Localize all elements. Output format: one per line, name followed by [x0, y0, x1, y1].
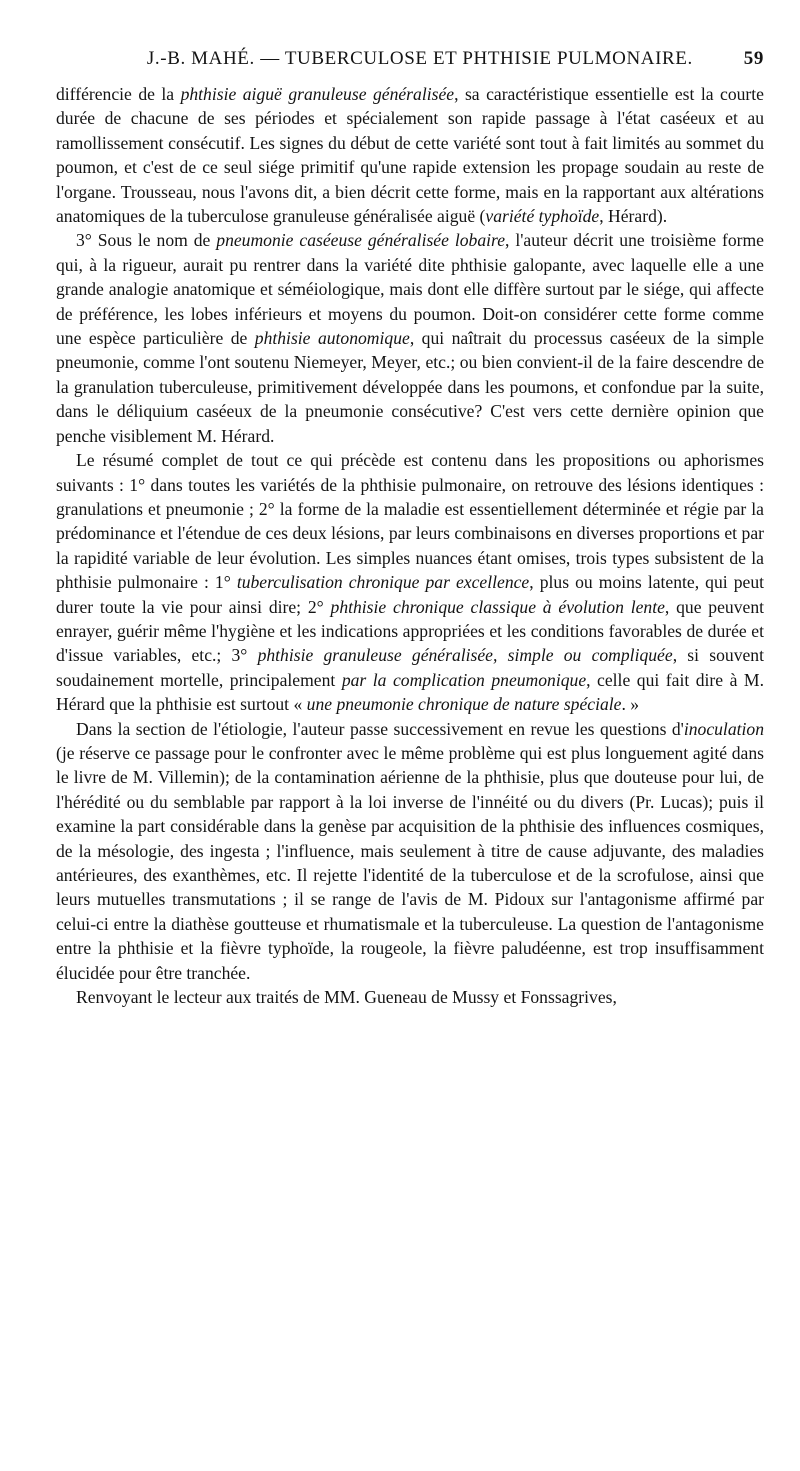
- running-head: [56, 48, 764, 74]
- italic-text: tuberculisation chronique par excellence: [236, 572, 530, 593]
- italic-text: phthisie aiguë granuleuse généralisée: [180, 84, 455, 104]
- text-run: . »: [621, 694, 640, 715]
- text-run: , que peuvent enrayer, guérir même l'hygiène et les indications appropriées et les conditions favorables de durée et d'issue variables, etc.; 3°: [56, 596, 765, 666]
- italic-text: phthisie autonomique: [254, 328, 410, 349]
- text-run: Dans la section de l'étiologie, l'auteur passe successivement en revue les questions d': [76, 718, 684, 739]
- paragraph: [56, 985, 764, 1009]
- text-run: différencie de la: [56, 84, 181, 104]
- text-run: , Hérard).: [599, 206, 668, 227]
- paragraph: [56, 448, 764, 716]
- italic-text: inoculation: [683, 718, 764, 739]
- paragraph: [56, 717, 764, 985]
- text-run: , celle qui fait dire à M. Hérard que la phthisie est surtout «: [56, 669, 764, 715]
- text-run: , sa caractéristique essentielle est la courte durée de chacune de ses périodes et spécialement son rapide passage à l'état caséeux et au ramollissement consécutif. Les signes du début de cette variété sont tout à fait limités au sommet du poumon, et c'est de ce seul siége primitif qu'une rapide extension les propage soudain au reste de l'organe. Trousseau, nous l'avons dit, a bien décrit cette forme, mais en la rapportant aux altérations anatomiques de la tuberculose granuleuse généralisée aiguë (: [56, 84, 764, 227]
- text-run: , qui naîtrait du processus caséeux de la simple pneumonie, comme l'ont soutenu Niemeyer, Meyer, etc.; ou bien convient-il de la faire descendre de la granulation tuberculeuse, primitivement développée dans les poumons, et confondue par la suite, dans le déliquium caséeux de la pneumonie consécutive? C'est vers cette dernière opinion que penche visiblement M. Hérard.: [56, 328, 764, 446]
- page-number: 59: [743, 48, 764, 69]
- italic-text: par la complication pneumonique: [341, 669, 587, 690]
- text-run: , si souvent soudainement mortelle, principalement: [56, 645, 764, 690]
- text-run: , l'auteur décrit une troisième forme qui, à la rigueur, aurait pu rentrer dans la variété dite phthisie galopante, avec laquelle elle a une grande analogie anatomique et séméiologique, mais dont elle diffère surtout par le siége, qui affecte de préférence, les lobes inférieurs et moyens du poumon. Doit-on considérer cette forme comme une espèce particulière de: [56, 230, 764, 349]
- paragraph: [56, 228, 764, 448]
- paragraph: [56, 82, 764, 228]
- running-title: J.-B. MAHÉ. — TUBERCULOSE ET PHTHISIE PULMONAIRE.: [146, 48, 693, 69]
- body-text: [56, 82, 764, 1009]
- text-run: (je réserve ce passage pour le confronter avec le même problème qui est plus longuement agité dans le livre de M. Villemin); de la contamination aérienne de la phthisie, plus que douteuse pour lui, de l'hérédité ou du semblable par rapport à la loi inverse de l'innéité ou du divers (Pr. Lucas); puis il examine la part considérable dans la genèse par acquisition de la phthisie des influences cosmiques, de la mésologie, des ingesta ; l'influence, mais seulement à titre de cause adjuvante, des maladies antérieures, des exanthèmes, etc. Il rejette l'identité de la tuberculose et de la scrofulose, ainsi que leurs mutuelles transmutations ; il se range de l'avis de M. Pidoux sur l'antagonisme affirmé par celui-ci entre la diathèse goutteuse et rhumatismale et la tuberculeuse. La question de l'antagonisme entre la phthisie et la fièvre typhoïde, la rougeole, la fièvre paludéenne, est trop insuffisamment élucidée pour être tranchée.: [56, 742, 764, 983]
- italic-text: une pneumonie chronique de nature spéciale: [306, 694, 622, 715]
- italic-text: phthisie chronique classique à évolution lente: [330, 596, 665, 617]
- text-run: , plus ou moins latente, qui peut durer toute la vie pour ainsi dire; 2°: [56, 572, 765, 617]
- text-run: Le résumé complet de tout ce qui précède est contenu dans les propositions ou aphorismes suivants : 1° dans toutes les variétés de la phthisie pulmonaire, on retrouve des lésions identiques : granulations et pneumonie ; 2° la forme de la maladie est essentiellement déterminée et régie par la prédominance et l'étendue de ces deux lésions, par leurs combinaisons en diverses proportions et par la rapidité variable de leur évolution. Les simples nuances étant omises, trois types subsistent de la phthisie pulmonaire : 1°: [56, 450, 764, 593]
- italic-text: variété typhoïde: [485, 206, 600, 227]
- italic-text: phthisie granuleuse généralisée, simple ou compliquée: [257, 645, 673, 666]
- text-run: 3° Sous le nom de: [76, 230, 217, 251]
- book-page: [56, 48, 764, 1009]
- italic-text: pneumonie caséeuse généralisée lobaire: [216, 230, 506, 251]
- text-run: Renvoyant le lecteur aux traités de MM. Gueneau de Mussy et Fonssagrives,: [76, 987, 617, 1008]
